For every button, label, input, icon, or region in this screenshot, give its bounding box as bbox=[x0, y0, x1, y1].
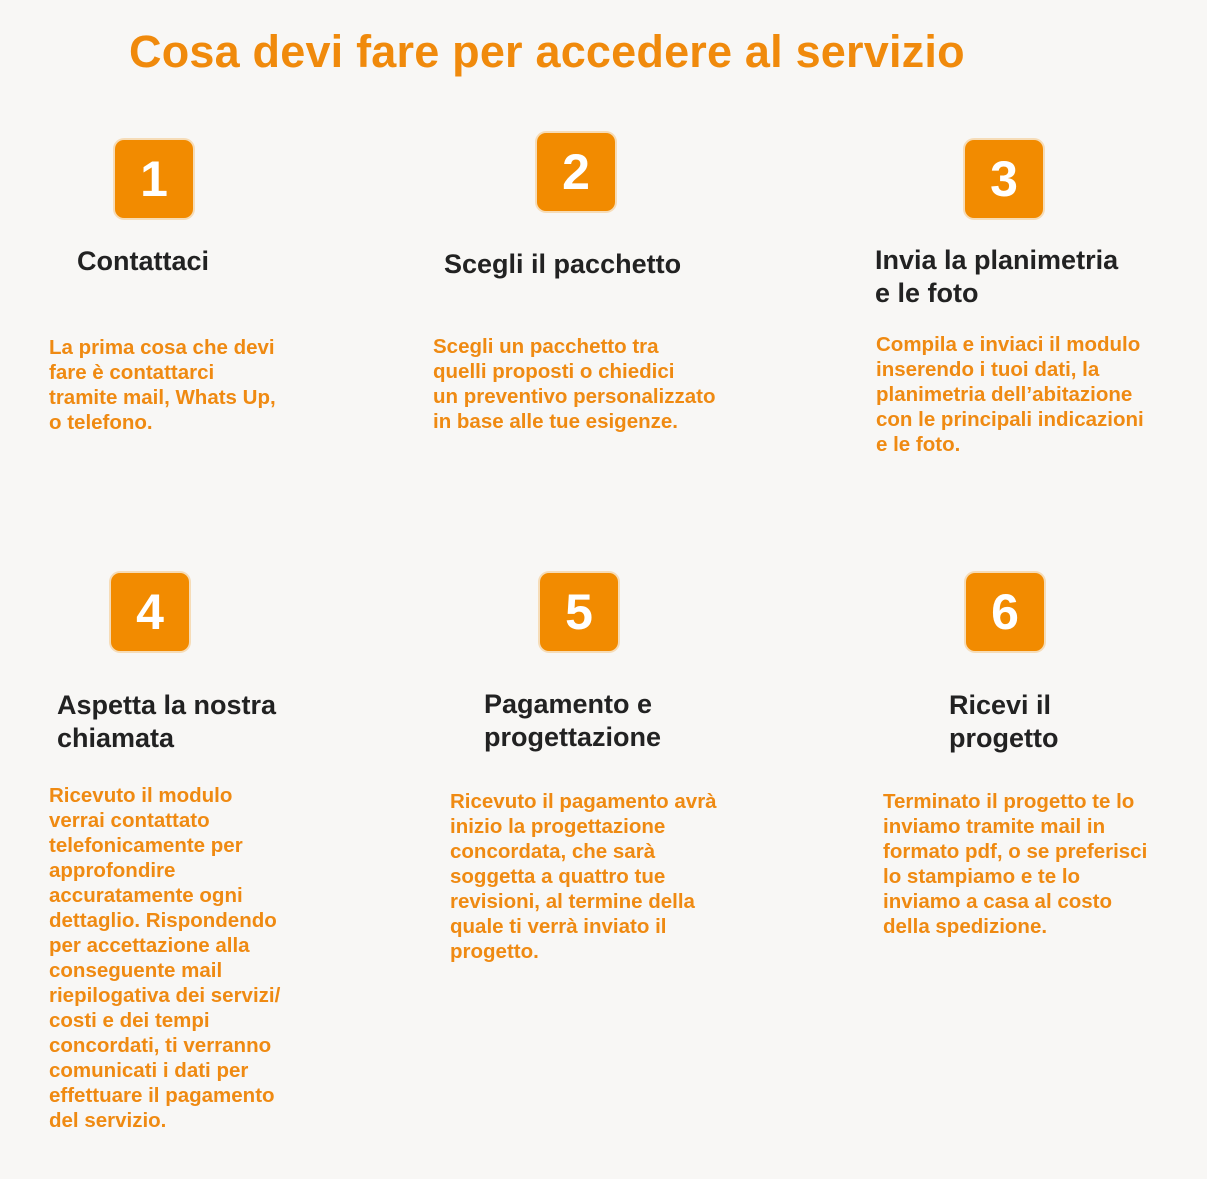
step-4-description: Ricevuto il modulo verrai contattato telefonicamente per approfondire accuratamente ogni dettaglio. Rispondendo per accettazione alla conseguente mail riepilogativa dei servizi/ costi e dei tempi concordati, ti verranno comunicati i dati per effettuare il pagamento del servizio. bbox=[49, 784, 281, 1132]
step-5-title: Pagamento e progettazione bbox=[484, 689, 662, 752]
step-3-title: Invia la planimetria e le foto bbox=[875, 245, 1119, 308]
step-3-description: Compila e inviaci il modulo inserendo i tuoi dati, la planimetria dell’abitazione con le principali indicazioni e le foto. bbox=[876, 333, 1144, 456]
step-4-number-badge: 4 bbox=[111, 573, 189, 651]
step-6-description: Terminato il progetto te lo inviamo tramite mail in formato pdf, o se preferisci lo stampiamo e te lo inviamo a casa al costo della spedizione. bbox=[883, 790, 1148, 938]
step-1-description: La prima cosa che devi fare è contattarci tramite mail, Whats Up, o telefono. bbox=[49, 336, 276, 434]
step-2-number-badge: 2 bbox=[537, 133, 615, 211]
step-1-number-badge: 1 bbox=[115, 140, 193, 218]
step-2-title: Scegli il pacchetto bbox=[444, 249, 682, 279]
step-6-number-badge: 6 bbox=[966, 573, 1044, 651]
step-4-title: Aspetta la nostra chiamata bbox=[57, 690, 277, 753]
page-title: Cosa devi fare per accedere al servizio bbox=[129, 26, 965, 77]
step-6-title: Ricevi il progetto bbox=[949, 690, 1059, 753]
step-1-title: Contattaci bbox=[77, 246, 210, 276]
step-3-number-badge: 3 bbox=[965, 140, 1043, 218]
step-5-number-badge: 5 bbox=[540, 573, 618, 651]
step-2-description: Scegli un pacchetto tra quelli proposti o chiedici un preventivo personalizzato in base alle tue esigenze. bbox=[433, 335, 716, 433]
step-5-description: Ricevuto il pagamento avrà inizio la progettazione concordata, che sarà soggetta a quattro tue revisioni, al termine della quale ti verrà inviato il progetto. bbox=[450, 790, 717, 963]
